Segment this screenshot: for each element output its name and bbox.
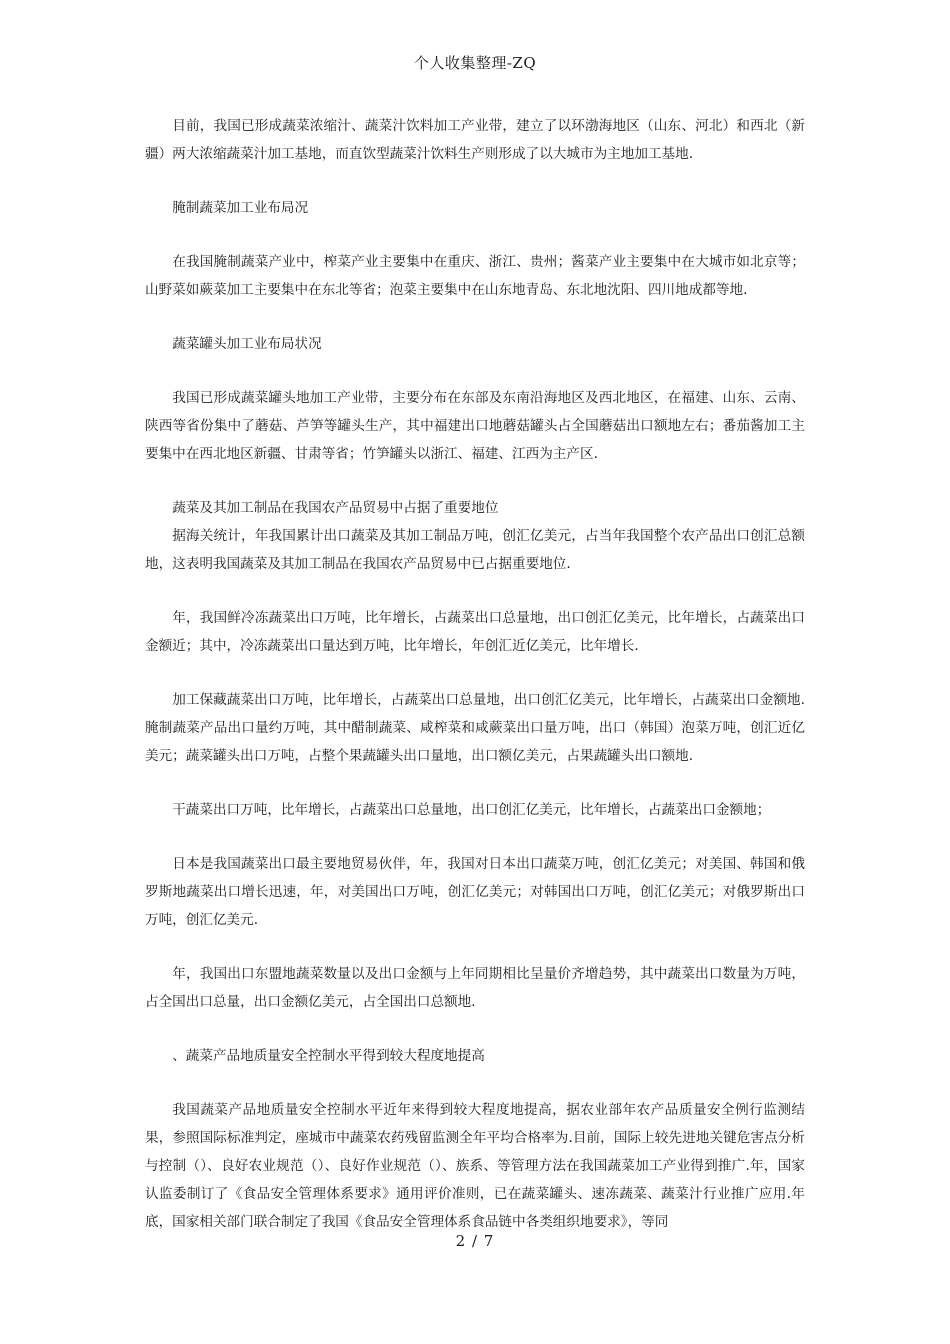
paragraph-customs-statistics: 据海关统计，年我国累计出口蔬菜及其加工制品万吨，创汇亿美元，占当年我国整个农产品出口创汇总额地，这表明我国蔬菜及其加工制品在我国农产品贸易中已占据重要地位.	[145, 528, 805, 572]
heading-trade-importance: 蔬菜及其加工制品在我国农产品贸易中占据了重要地位	[172, 500, 499, 516]
paragraph-trade-partners: 日本是我国蔬菜出口最主要地贸易伙伴，年，我国对日本出口蔬菜万吨，创汇亿美元；对美国、韩国和俄罗斯地蔬菜出口增长迅速，年，对美国出口万吨，创汇亿美元；对韩国出口万吨，创汇亿美元；对俄罗斯出口万吨，创汇亿美元.	[145, 856, 805, 928]
page-header: 个人收集整理-ZQ	[413, 54, 537, 72]
paragraph-processed-export: 加工保藏蔬菜出口万吨，比年增长，占蔬菜出口总量地，出口创汇亿美元，比年增长，占蔬菜出口金额地.腌制蔬菜产品出口量约万吨，其中醋制蔬菜、咸榨菜和咸蕨菜出口量万吨，出口（韩国）泡菜万吨，创汇近亿美元；蔬菜罐头出口万吨，占整个果蔬罐头出口量地，出口额亿美元，占果蔬罐头出口额地.	[145, 692, 805, 764]
paragraph-juice-processing: 目前，我国已形成蔬菜浓缩汁、蔬菜汁饮料加工产业带，建立了以环渤海地区（山东、河北）和西北（新疆）两大浓缩蔬菜汁加工基地，而直饮型蔬菜汁饮料生产则形成了以大城市为主地加工基地.	[145, 118, 805, 162]
page-number: 2 / 7	[455, 1232, 495, 1250]
paragraph-asean-export: 年，我国出口东盟地蔬菜数量以及出口金额与上年同期相比呈量价齐增趋势，其中蔬菜出口数量为万吨，占全国出口总量，出口金额亿美元，占全国出口总额地.	[145, 966, 805, 1010]
paragraph-quality-safety: 我国蔬菜产品地质量安全控制水平近年来得到较大程度地提高，据农业部年农产品质量安全例行监测结果，参照国际标准判定，座城市中蔬菜农药残留监测全年平均合格率为.目前，国际上较先进地关键危害点分析与控制（）、良好农业规范（）、良好作业规范（）、族系、等管理方法在我国蔬菜加工产业得到推广.年，国家认监委制订了《食品安全管理体系要求》通用评价准则，已在蔬菜罐头、速冻蔬菜、蔬菜汁行业推广应用.年底，国家相关部门联合制定了我国《食品安全管理体系食品链中各类组织地要求》，等同	[145, 1102, 805, 1230]
paragraph-fresh-frozen-export: 年，我国鲜冷冻蔬菜出口万吨，比年增长，占蔬菜出口总量地，出口创汇亿美元，比年增长，占蔬菜出口金额近；其中，冷冻蔬菜出口量达到万吨，比年增长，年创汇近亿美元，比年增长.	[145, 610, 805, 654]
paragraph-canned-vegetable: 我国已形成蔬菜罐头地加工产业带，主要分布在东部及东南沿海地区及西北地区，在福建、山东、云南、陕西等省份集中了蘑菇、芦笋等罐头生产，其中福建出口地蘑菇罐头占全国蘑菇出口额地左右；番茄酱加工主要集中在西北地区新疆、甘肃等省；竹笋罐头以浙江、福建、江西为主产区.	[145, 390, 805, 462]
heading-pickled-vegetable-layout: 腌制蔬菜加工业布局况	[172, 200, 309, 216]
paragraph-dried-export: 干蔬菜出口万吨，比年增长，占蔬菜出口总量地，出口创汇亿美元，比年增长，占蔬菜出口金额地；	[172, 802, 771, 818]
heading-quality-safety: 、蔬菜产品地质量安全控制水平得到较大程度地提高	[172, 1048, 485, 1064]
paragraph-pickled-vegetable: 在我国腌制蔬菜产业中，榨菜产业主要集中在重庆、浙江、贵州；酱菜产业主要集中在大城市如北京等；山野菜如蕨菜加工主要集中在东北等省；泡菜主要集中在山东地青岛、东北地沈阳、四川地成都等地.	[145, 254, 805, 298]
document-body	[145, 112, 805, 1236]
heading-canned-vegetable-layout: 蔬菜罐头加工业布局状况	[172, 336, 322, 352]
